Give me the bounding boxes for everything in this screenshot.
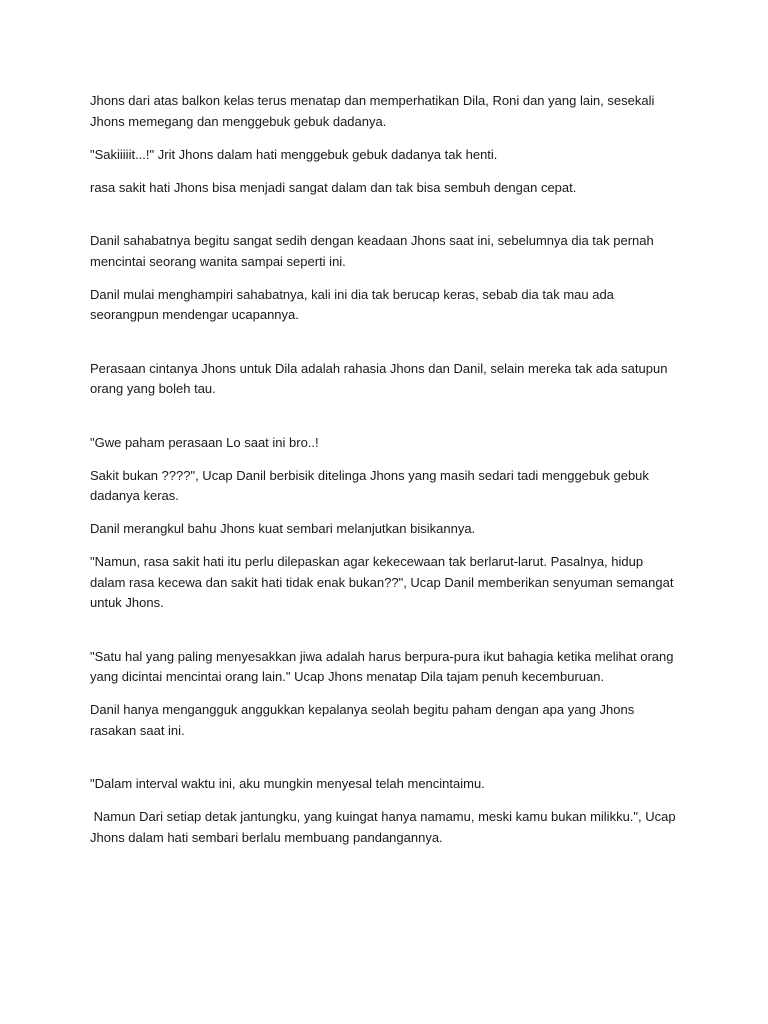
- paragraph: "Dalam interval waktu ini, aku mungkin menyesal telah mencintaimu.: [90, 776, 485, 791]
- paragraph: "Gwe paham perasaan Lo saat ini bro..!: [90, 434, 319, 450]
- paragraph: Danil merangkul bahu Jhons kuat sembari melanjutkan bisikannya.: [90, 521, 476, 536]
- paragraph: rasa sakit hati Jhons bisa menjadi sangat dalam dan tak bisa sembuh dengan cepat.: [90, 179, 577, 195]
- paragraph: "Namun, rasa sakit hati itu perlu dilepaskan agar kekecewaan tak berlarut-larut. Pasalnya, hidup dalam rasa kecewa dan sakit hati tidak enak bukan??", Ucap Danil memberikan senyuman semangat untuk Jhons.: [90, 554, 678, 610]
- paragraph: Jhons dari atas balkon kelas terus menatap dan memperhatikan Dila, Roni dan yang lain, sesekali Jhons memegang dan menggebuk gebuk dadanya.: [90, 93, 659, 129]
- paragraph: Danil hanya mengangguk anggukkan kepalanya seolah begitu paham dengan apa yang Jhons rasakan saat ini.: [90, 702, 638, 738]
- paragraph: Namun Dari setiap detak jantungku, yang kuingat hanya namamu, meski kamu bukan milikku.", Ucap Jhons dalam hati sembari berlalu membuang pandangannya.: [90, 809, 680, 845]
- paragraph: "Sakiiiiit...!" Jrit Jhons dalam hati menggebuk gebuk dadanya tak henti.: [90, 146, 498, 162]
- paragraph: "Satu hal yang paling menyesakkan jiwa adalah harus berpura-pura ikut bahagia ketika melihat orang yang dicintai mencintai orang lain." Ucap Jhons menatap Dila tajam penuh kecemburuan.: [90, 648, 678, 684]
- paragraph: Danil sahabatnya begitu sangat sedih dengan keadaan Jhons saat ini, sebelumnya dia tak pernah mencintai seorang wanita sampai seperti ini.: [90, 233, 658, 269]
- paragraph: Sakit bukan ????", Ucap Danil berbisik ditelinga Jhons yang masih sedari tadi menggebuk gebuk dadanya keras.: [90, 467, 653, 503]
- paragraph: Perasaan cintanya Jhons untuk Dila adalah rahasia Jhons dan Danil, selain mereka tak ada satupun orang yang boleh tau.: [90, 360, 672, 396]
- paragraph: Danil mulai menghampiri sahabatnya, kali ini dia tak berucap keras, sebab dia tak mau ada seorangpun mendengar ucapannya.: [90, 286, 618, 322]
